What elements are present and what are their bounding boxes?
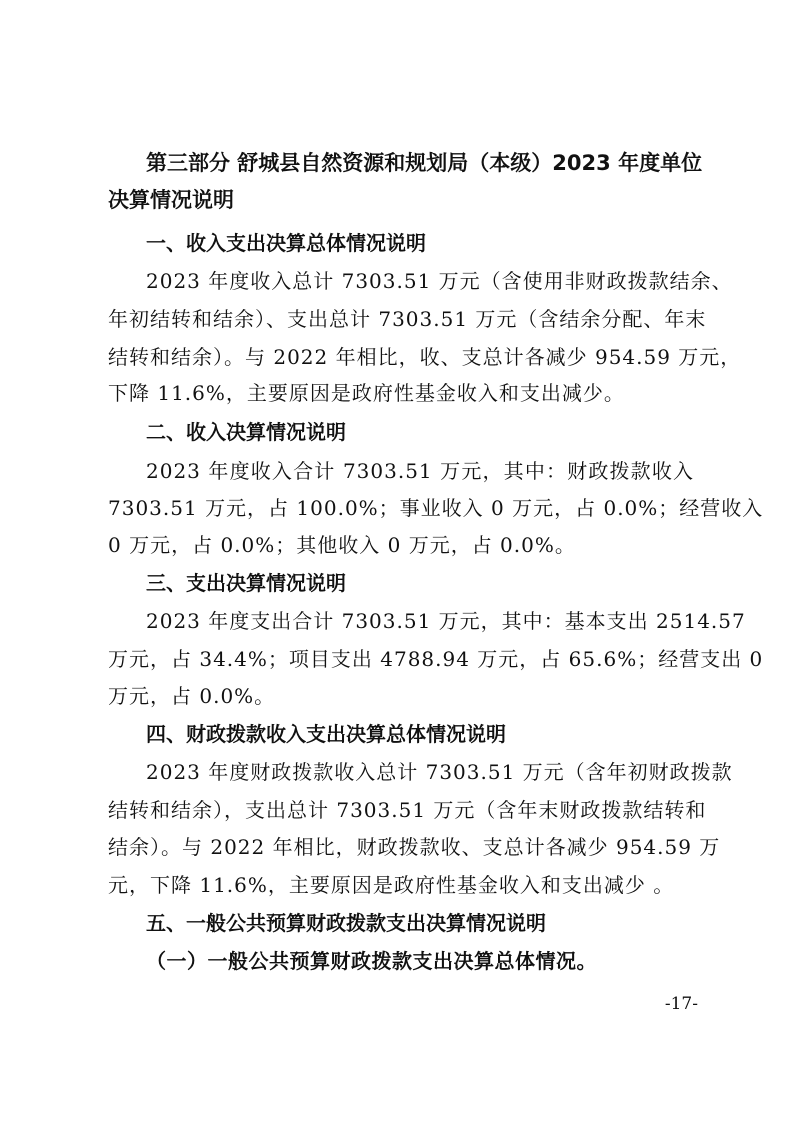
section-4-line-3: 结余）。与 2022 年相比，财政拨款收、支总计各减少 954.59 万 (108, 835, 721, 859)
section-2-line-3: 0 万元，占 0.0%；其他收入 0 万元，占 0.0%。 (108, 533, 576, 557)
section-4-heading: 四、财政拨款收入支出决算总体情况说明 (146, 722, 506, 746)
section-3-line-1: 2023 年度支出合计 7303.51 万元，其中：基本支出 2514.57 (146, 609, 746, 633)
section-4-line-2: 结转和结余），支出总计 7303.51 万元（含年末财政拨款结转和 (108, 798, 707, 822)
section-2-line-1: 2023 年度收入合计 7303.51 万元，其中：财政拨款收入 (146, 459, 694, 483)
section-4-line-1: 2023 年度财政拨款收入总计 7303.51 万元（含年初财政拨款 (146, 760, 733, 784)
document-title-line-1: 第三部分 舒城县自然资源和规划局（本级）2023 年度单位 (146, 151, 703, 175)
section-4-line-4: 元，下降 11.6%，主要原因是政府性基金收入和支出减少 。 (108, 873, 675, 897)
section-3-line-3: 万元，占 0.0%。 (108, 684, 276, 708)
page-number: -17- (664, 994, 698, 1014)
section-2-heading: 二、收入决算情况说明 (146, 420, 346, 444)
section-1-line-3: 结转和结余）。与 2022 年相比，收、支总计各减少 954.59 万元， (108, 345, 742, 369)
section-1-line-4: 下降 11.6%，主要原因是政府性基金收入和支出减少。 (108, 381, 625, 405)
section-3-line-2: 万元，占 34.4%；项目支出 4788.94 万元，占 65.6%；经营支出 0 (108, 647, 764, 671)
section-1-line-2: 年初结转和结余）、支出总计 7303.51 万元（含结余分配、年末 (108, 307, 707, 331)
section-3-heading: 三、支出决算情况说明 (146, 571, 346, 595)
section-5-heading: 五、一般公共预算财政拨款支出决算情况说明 (146, 911, 546, 935)
section-1-heading: 一、收入支出决算总体情况说明 (146, 231, 426, 255)
document-title-line-2: 决算情况说明 (108, 188, 234, 212)
section-2-line-2: 7303.51 万元，占 100.0%；事业收入 0 万元，占 0.0%；经营收入 (108, 496, 764, 520)
section-1-line-1: 2023 年度收入总计 7303.51 万元（含使用非财政拨款结余、 (146, 269, 733, 293)
subsection-heading: （一）一般公共预算财政拨款支出决算总体情况。 (146, 949, 597, 973)
